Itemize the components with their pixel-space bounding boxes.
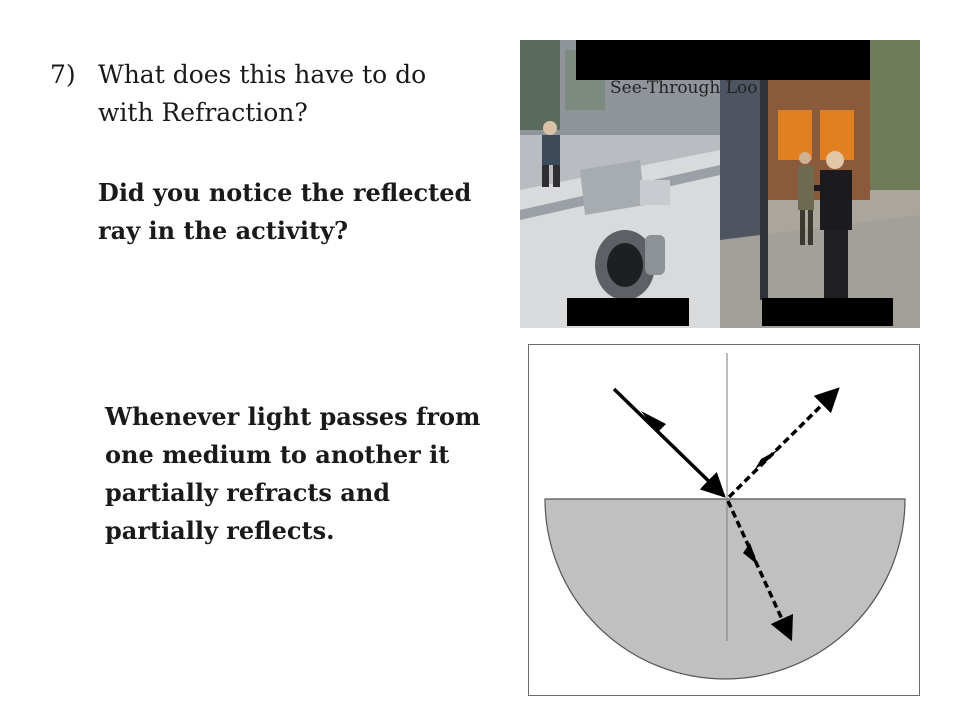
- redaction-bar-top: [576, 40, 870, 80]
- redaction-bar-bottom-left: [567, 298, 689, 326]
- see-through-toilet-photo: [520, 40, 920, 328]
- reflected-ray-arrow: [755, 449, 779, 469]
- question-number: 7): [50, 60, 76, 89]
- redaction-bar-bottom-right: [762, 298, 893, 326]
- sub-question: Did you notice the reflected ray in the activity?: [98, 178, 472, 245]
- diagram-svg: [529, 345, 919, 695]
- incident-ray: [614, 389, 724, 496]
- reflected-ray: [729, 389, 838, 497]
- semicircle-medium: [545, 499, 905, 679]
- explanation-text: Whenever light passes from one medium to another it partially refracts and partially reflects.: [105, 402, 481, 545]
- photo-caption: See-Through Loo: [610, 78, 758, 98]
- question-text: What does this have to do with Refraction?: [98, 60, 427, 127]
- refraction-reflection-diagram: [528, 344, 920, 696]
